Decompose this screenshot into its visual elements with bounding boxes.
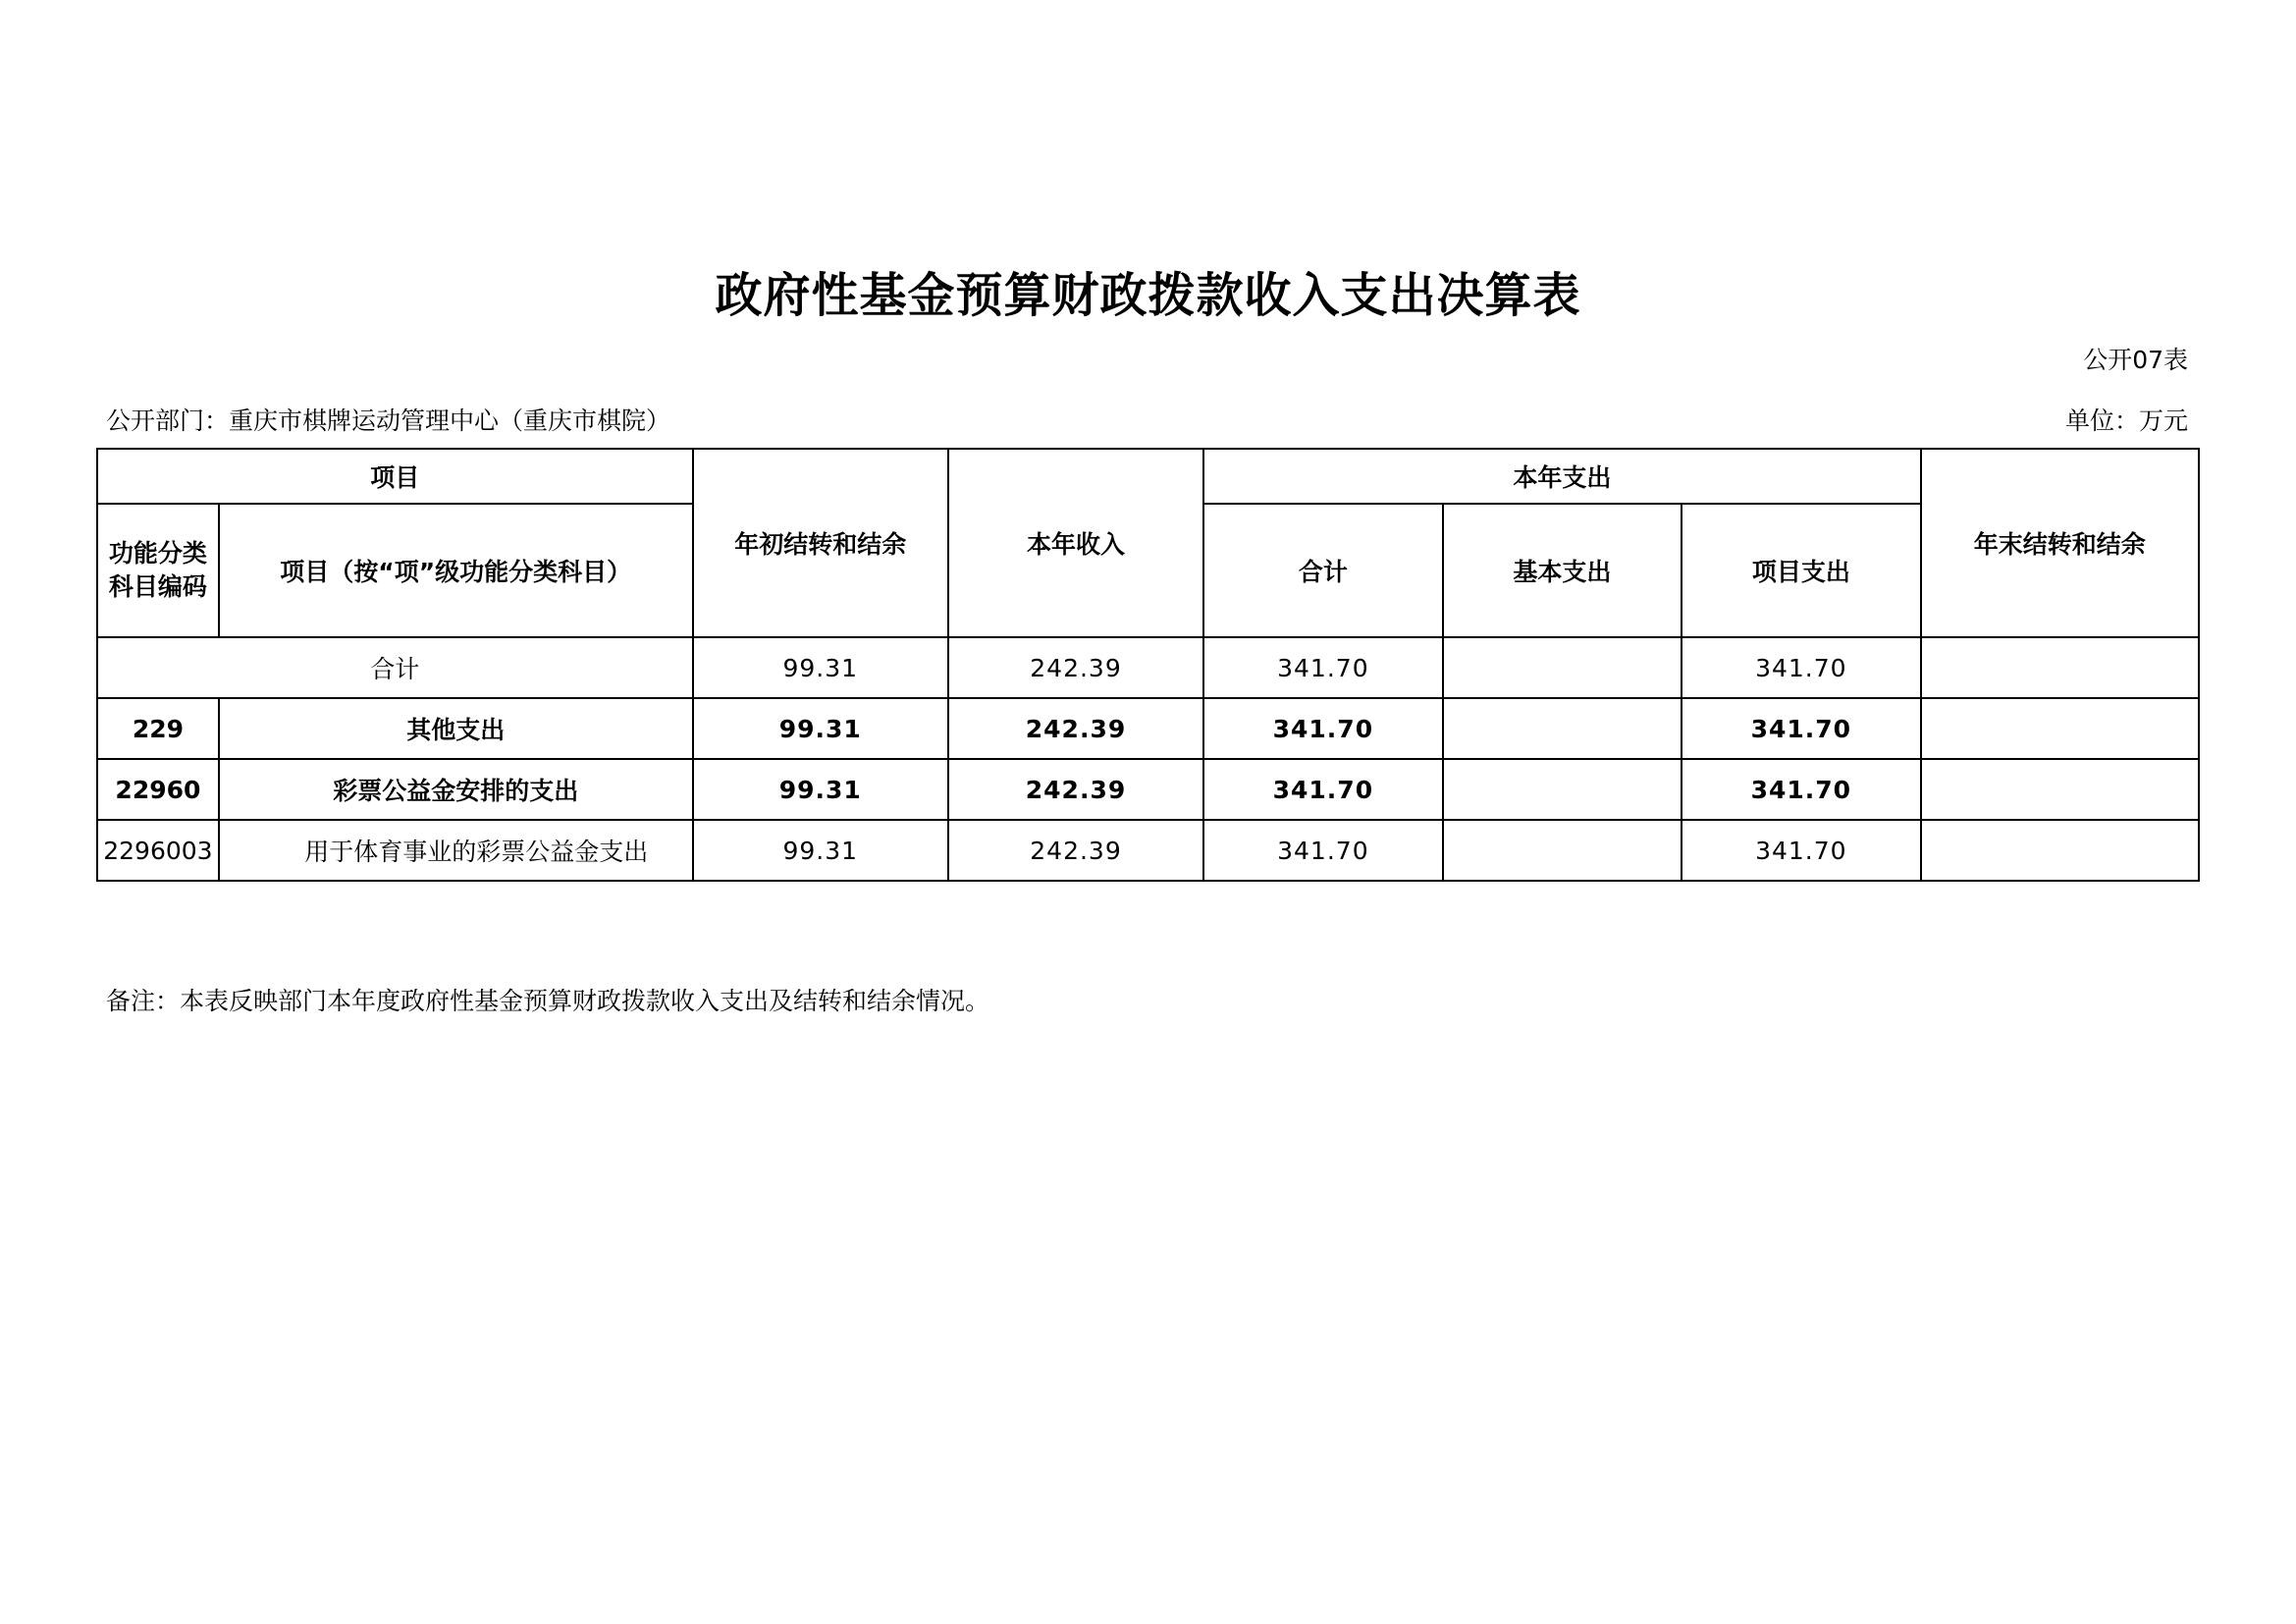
header-func-code-line2: 科目编码 bbox=[108, 572, 207, 601]
row-begin-balance: 99.31 bbox=[693, 637, 948, 698]
page-title: 政府性基金预算财政拨款收入支出决算表 bbox=[715, 268, 1581, 323]
row-year-income: 242.39 bbox=[948, 820, 1203, 881]
row-expense-total: 341.70 bbox=[1203, 820, 1442, 881]
header-item-group: 项目 bbox=[97, 449, 693, 504]
department-name: 重庆市棋牌运动管理中心（重庆市棋院） bbox=[229, 406, 671, 435]
row-year-income: 242.39 bbox=[948, 698, 1203, 759]
row-end-balance bbox=[1921, 820, 2199, 881]
row-basic-expense bbox=[1443, 698, 1682, 759]
row-func-code: 229 bbox=[97, 698, 219, 759]
row-name-total: 合计 bbox=[97, 637, 693, 698]
header-year-income: 本年收入 bbox=[948, 449, 1203, 637]
row-project-expense: 341.70 bbox=[1682, 820, 1920, 881]
table-row bbox=[97, 698, 2199, 759]
row-item-name: 其他支出 bbox=[219, 698, 693, 759]
row-end-balance bbox=[1921, 698, 2199, 759]
header-end-balance: 年末结转和结余 bbox=[1921, 449, 2199, 637]
department-line bbox=[106, 402, 670, 437]
row-project-expense: 341.70 bbox=[1682, 637, 1920, 698]
row-year-income: 242.39 bbox=[948, 759, 1203, 820]
row-end-balance bbox=[1921, 637, 2199, 698]
header-begin-balance: 年初结转和结余 bbox=[693, 449, 948, 637]
header-func-code bbox=[97, 504, 219, 637]
unit-note: 单位：万元 bbox=[2064, 406, 2188, 435]
row-project-expense: 341.70 bbox=[1682, 759, 1920, 820]
row-basic-expense bbox=[1443, 759, 1682, 820]
row-expense-total: 341.70 bbox=[1203, 759, 1442, 820]
row-expense-total: 341.70 bbox=[1203, 637, 1442, 698]
row-func-code: 22960 bbox=[97, 759, 219, 820]
form-code-label: 公开07表 bbox=[2083, 346, 2188, 374]
row-year-income: 242.39 bbox=[948, 637, 1203, 698]
footnote: 备注：本表反映部门本年度政府性基金预算财政拨款收入支出及结转和结余情况。 bbox=[106, 987, 990, 1015]
header-item-name: 项目（按“项”级功能分类科目） bbox=[219, 504, 693, 637]
row-begin-balance: 99.31 bbox=[693, 820, 948, 881]
header-project-expense: 项目支出 bbox=[1682, 504, 1920, 637]
row-item-name: 彩票公益金安排的支出 bbox=[219, 759, 693, 820]
budget-table bbox=[96, 448, 2200, 882]
row-begin-balance: 99.31 bbox=[693, 759, 948, 820]
row-end-balance bbox=[1921, 759, 2199, 820]
row-item-name: 用于体育事业的彩票公益金支出 bbox=[219, 820, 693, 881]
header-func-code-line1: 功能分类 bbox=[108, 539, 207, 568]
table-row bbox=[97, 759, 2199, 820]
department-label: 公开部门： bbox=[106, 406, 230, 435]
header-expense-total: 合计 bbox=[1203, 504, 1442, 637]
row-basic-expense bbox=[1443, 637, 1682, 698]
table-row bbox=[97, 637, 2199, 698]
header-year-expense-group: 本年支出 bbox=[1203, 449, 1920, 504]
row-begin-balance: 99.31 bbox=[693, 698, 948, 759]
row-expense-total: 341.70 bbox=[1203, 698, 1442, 759]
table-row bbox=[97, 820, 2199, 881]
table-header-row-1 bbox=[97, 449, 2199, 504]
row-project-expense: 341.70 bbox=[1682, 698, 1920, 759]
row-basic-expense bbox=[1443, 820, 1682, 881]
row-func-code: 2296003 bbox=[97, 820, 219, 881]
header-basic-expense: 基本支出 bbox=[1443, 504, 1682, 637]
